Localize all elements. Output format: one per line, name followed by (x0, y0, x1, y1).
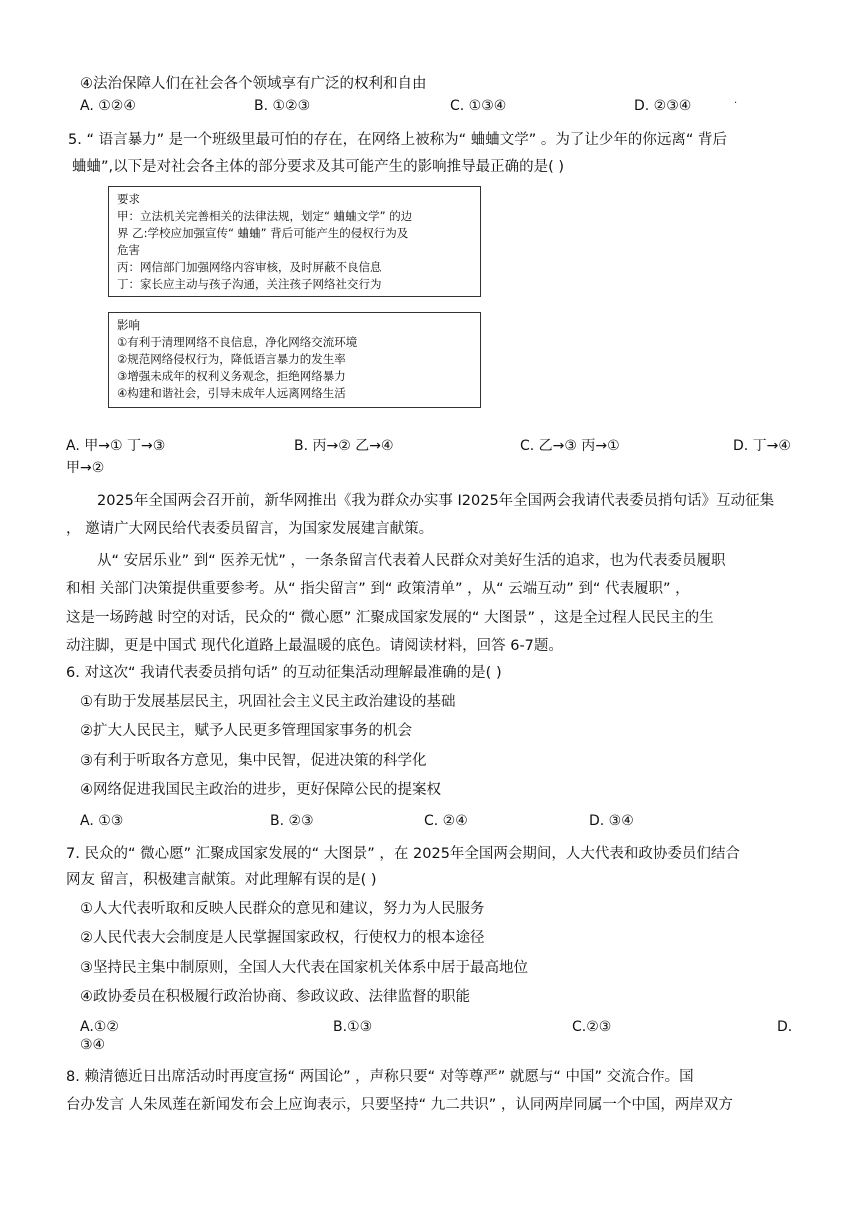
material-p2-line1: 从“ 安居乐业” 到“ 医养无忧” ，一条条留言代表着人民群众对美好生活的追求，也为代表委员履职 (97, 553, 726, 569)
q7-statement: ②人民代表大会制度是人民掌握国家政权，行使权力的根本途径 (80, 930, 485, 946)
q5-stem-line2: 蛐蛐”,以下是对社会各主体的部分要求及其可能产生的影响推导最正确的是( ) (72, 159, 565, 175)
q7-stem-line1: 7. 民众的“ 微心愿” 汇聚成国家发展的“ 大图景” ，在 2025年全国两会期间，人大代表和政协委员们结合 (66, 846, 740, 862)
material-p1-line2: ， 邀请广大网民给代表委员留言，为国家发展建言献策。 (66, 521, 434, 537)
q5-option-b: B. 丙→② 乙→④ (294, 438, 394, 454)
q8-stem-line2: 台办发言 人朱凤莲在新闻发布会上应询表示，只要坚持“ 九二共识” ，认同两岸同属一个中国，两岸双方 (66, 1097, 733, 1113)
q6-statement: ①有助于发展基层民主，巩固社会主义民主政治建设的基础 (80, 694, 456, 710)
material-p2-line3: 这是一场跨越 时空的对话，民众的“ 微心愿” 汇聚成国家发展的“ 大图景” ，这是全过程人民民主的生 (66, 610, 714, 626)
q5-option-d-wrap: 甲→② (66, 460, 105, 476)
q6-option-c: C. ②④ (424, 813, 468, 829)
requirements-box (108, 186, 481, 297)
q6-statement: ②扩大人民民主，赋予人民更多管理国家事务的机会 (80, 723, 412, 739)
impacts-box (108, 312, 481, 408)
impact-line: ①有利于清理网络不良信息，净化网络交流环境 (117, 335, 358, 349)
material-p2-line4: 动注脚，更是中国式 现代化道路上最温暖的底色。请阅读材料，回答 6-7题。 (66, 638, 563, 654)
q7-option-a: A.①② (80, 1019, 119, 1035)
requirement-line: 危害 (117, 243, 140, 257)
q5-option-d: D. 丁→④ (733, 438, 791, 454)
q5-option-c: C. 乙→③ 丙→① (520, 438, 620, 454)
q7-option-d: D. (777, 1019, 793, 1035)
q4-statement-4: ④法治保障人们在社会各个领域享有广泛的权利和自由 (80, 76, 427, 92)
q4-option-c: C. ①③④ (450, 98, 507, 114)
q8-stem-line1: 8. 赖清德近日出席活动时再度宣扬“ 两国论” ，声称只要“ 对等尊严” 就愿与“ 中国” 交流合作。国 (66, 1069, 694, 1085)
q7-option-d-wrap: ③④ (80, 1037, 106, 1053)
q4-option-a: A. ①②④ (80, 98, 136, 114)
q4-option-d: D. ②③④ (634, 98, 692, 114)
stray-dot: · (734, 98, 738, 109)
q7-statement: ①人大代表听取和反映人民群众的意见和建议，努力为人民服务 (80, 901, 485, 917)
q7-statement: ④政协委员在积极履行政治协商、参政议政、法律监督的职能 (80, 989, 470, 1005)
requirement-line: 丁：家长应主动与孩子沟通，关注孩子网络社交行为 (117, 277, 382, 291)
q6-option-b: B. ②③ (270, 813, 314, 829)
requirement-line: 丙：网信部门加强网络内容审核，及时屏蔽不良信息 (117, 260, 382, 274)
impact-line: ④构建和谐社会，引导未成年人远离网络生活 (117, 386, 346, 400)
q6-option-d: D. ③④ (589, 813, 634, 829)
q7-stem-line2: 网友 留言，积极建言献策。对此理解有误的是( ) (66, 872, 377, 888)
q4-option-b: B. ①②③ (254, 98, 311, 114)
q6-statement: ③有利于听取各方意见，集中民智，促进决策的科学化 (80, 753, 427, 769)
q5-option-a: A. 甲→① 丁→③ (66, 438, 166, 454)
q5-stem-line1: 5. “ 语言暴力” 是一个班级里最可怕的存在，在网络上被称为“ 蛐蛐文学” 。为了让少年的你远离“ 背后 (68, 132, 728, 148)
q7-statement: ③坚持民主集中制原则，全国人大代表在国家机关体系中居于最高地位 (80, 960, 528, 976)
q7-option-b: B.①③ (333, 1019, 373, 1035)
material-p1-line1: 2025年全国两会召开前，新华网推出《我为群众办实事 I2025年全国两会我请代表委员捎句话》互动征集 (97, 493, 775, 509)
q7-option-c: C.②③ (572, 1019, 612, 1035)
q6-statement: ④网络促进我国民主政治的进步，更好保障公民的提案权 (80, 782, 441, 798)
impacts-title: 影响 (117, 318, 140, 332)
requirements-title: 要求 (117, 192, 140, 206)
requirement-line: 界 乙:学校应加强宣传“ 蛐蛐” 背后可能产生的侵权行为及 (117, 226, 409, 240)
q6-option-a: A. ①③ (80, 813, 124, 829)
material-p2-line2: 和相 关部门决策提供重要参考。从“ 指尖留言” 到“ 政策清单” ，从“ 云端互动” 到“ 代表履职” ， (66, 581, 690, 597)
q6-stem: 6. 对这次“ 我请代表委员捎句话” 的互动征集活动理解最准确的是( ) (66, 665, 502, 681)
impact-line: ③增强未成年的权利义务观念，拒绝网络暴力 (117, 369, 346, 383)
impact-line: ②规范网络侵权行为，降低语言暴力的发生率 (117, 352, 346, 366)
requirement-line: 甲：立法机关完善相关的法律法规，划定“ 蛐蛐文学” 的边 (117, 209, 413, 223)
